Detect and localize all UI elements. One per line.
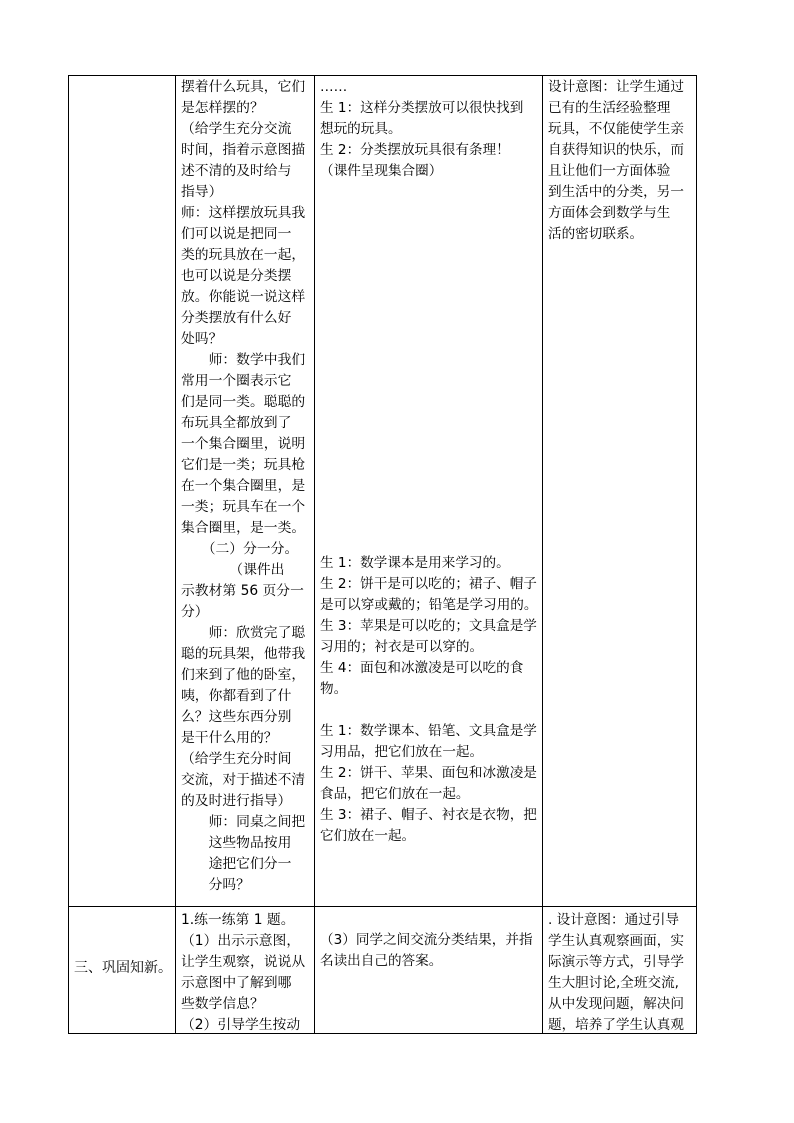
text-line: 生大胆讨论,全班交流, <box>548 975 679 991</box>
row1-student-activity-mid <box>320 553 538 700</box>
text-line: （课件出 <box>181 562 285 578</box>
text-line: 物。 <box>320 681 348 697</box>
text-line: 生 3：裙子、帽子、衬衣是衣物，把 <box>320 807 537 823</box>
text-line: 际演示等方式，引导学 <box>548 954 684 970</box>
text-line: 生 1：这样分类摆放可以很快找到 <box>320 100 524 116</box>
text-line: 的及时进行指导） <box>181 793 292 809</box>
text-line: 方面体会到数学与生 <box>548 205 671 221</box>
text-line: （二）分一分。 <box>181 541 299 557</box>
text-line: 食品，把它们放在一起。 <box>320 786 470 802</box>
text-line: 分） <box>181 604 209 620</box>
text-line: 从中发现问题，解决问 <box>548 996 684 1012</box>
text-line: 一类；玩具车在一个 <box>181 499 306 515</box>
text-line: 生 2：饼干、苹果、面包和冰激凌是 <box>320 765 537 781</box>
text-line: …… <box>320 79 348 95</box>
row1-teacher-activity <box>181 77 305 896</box>
text-line: 时间，指着示意图描 <box>181 142 306 158</box>
text-line: 们可以说是把同一 <box>181 226 292 242</box>
text-line: 示意图中了解到哪 <box>181 975 292 991</box>
text-line: 生 3：苹果是可以吃的；文具盒是学 <box>320 618 537 634</box>
text-line: 这些物品按用 <box>181 835 292 851</box>
row-divider <box>68 906 697 907</box>
text-line: 1.练一练第 1 题。 <box>181 912 295 928</box>
text-line: （2）引导学生按动 <box>181 1017 301 1033</box>
text-line: 活的密切联系。 <box>548 226 644 242</box>
text-line: 指导） <box>181 184 223 200</box>
text-line: . 设计意图：通过引导 <box>548 912 679 928</box>
table-divider-2 <box>314 75 315 1034</box>
text-line: 些数学信息？ <box>181 996 264 1012</box>
text-line: 是干什么用的？ <box>181 730 278 746</box>
text-line: 放。你能说一说这样 <box>181 289 306 305</box>
text-line: 们是同一类。聪聪的 <box>181 394 306 410</box>
text-line: 是怎样摆的？ <box>181 100 264 116</box>
text-line: 想玩的玩具。 <box>320 121 402 137</box>
text-line: 也可以说是分类摆 <box>181 268 292 284</box>
text-line: 师：数学中我们 <box>181 352 306 368</box>
row1-design-intent <box>548 77 684 245</box>
text-line: 常用一个圈表示它 <box>181 373 292 389</box>
text-line: （1）出示示意图， <box>181 933 301 949</box>
text-line: 生 4：面包和冰激凌是可以吃的食 <box>320 660 524 676</box>
row1-student-activity-bottom <box>320 721 537 847</box>
text-line: 让学生观察，说说从 <box>181 954 306 970</box>
text-line: 且让他们一方面体验 <box>548 163 671 179</box>
text-line: 是可以穿或戴的；铅笔是学习用的。 <box>320 597 538 613</box>
text-line: 分类摆放有什么好 <box>181 310 292 326</box>
text-line: 么？这些东西分别 <box>181 709 292 725</box>
text-line: 它们放在一起。 <box>320 828 416 844</box>
text-line: 咦，你都看到了什 <box>181 688 292 704</box>
text-line: 聪的玩具架，他带我 <box>181 646 306 662</box>
text-line: 生 1：数学课本是用来学习的。 <box>320 555 510 571</box>
text-line: 习用的；衬衣是可以穿的。 <box>320 639 484 655</box>
row2-teacher-activity <box>181 910 305 1036</box>
text-line: 学生认真观察画面，实 <box>548 933 684 949</box>
text-line: 分吗？ <box>181 877 250 893</box>
text-line: 到生活中的分类，另一 <box>548 184 684 200</box>
text-line: 名读出自己的答案。 <box>320 953 443 969</box>
text-line: 类的玩具放在一起， <box>181 247 306 263</box>
text-line: 设计意图：让学生通过 <box>548 79 684 95</box>
text-line: 集合圈里，是一类。 <box>181 520 306 536</box>
text-line: 题，培养了学生认真观 <box>548 1017 684 1033</box>
text-line: 述不清的及时给与 <box>181 163 292 179</box>
row2-design-intent <box>548 910 684 1036</box>
text-line: 摆着什么玩具，它们 <box>181 79 306 95</box>
text-line: （给学生充分时间 <box>181 751 292 767</box>
text-line: 处吗？ <box>181 331 223 347</box>
text-line: 玩具，不仅能使学生亲 <box>548 121 684 137</box>
table-border-right <box>696 75 697 1034</box>
row2-section-title <box>74 958 172 979</box>
text-line: 师：这样摆放玩具我 <box>181 205 306 221</box>
text-line: 布玩具全都放到了 <box>181 415 292 431</box>
text-line: 习用品，把它们放在一起。 <box>320 744 484 760</box>
text-line: 已有的生活经验整理 <box>548 100 671 116</box>
section-title: 三、巩固知新。 <box>74 960 172 976</box>
table-divider-3 <box>542 75 543 1034</box>
text-line: 它们是一类；玩具枪 <box>181 457 306 473</box>
text-line: 在一个集合圈里，是 <box>181 478 306 494</box>
text-line: （课件呈现集合圈） <box>320 163 443 179</box>
table-border-top <box>68 75 697 76</box>
text-line: 途把它们分一 <box>181 856 292 872</box>
text-line: 生 2：分类摆放玩具很有条理！ <box>320 142 510 158</box>
row2-student-activity <box>320 930 533 972</box>
text-line: 生 1：数学课本、铅笔、文具盒是学 <box>320 723 537 739</box>
text-line: 师：欣赏完了聪 <box>181 625 306 641</box>
text-line: 示教材第 56 页分一 <box>181 583 304 599</box>
text-line: 自获得知识的快乐，而 <box>548 142 684 158</box>
text-line: 生 2：饼干是可以吃的；裙子、帽子 <box>320 576 537 592</box>
text-line: 一个集合圈里，说明 <box>181 436 306 452</box>
table-border-left <box>68 75 69 1034</box>
text-line: 交流，对于描述不清 <box>181 772 306 788</box>
row1-student-activity-top <box>320 77 523 182</box>
text-line: （3）同学之间交流分类结果，并指 <box>320 932 533 948</box>
text-line: 们来到了他的卧室， <box>181 667 306 683</box>
text-line: 师：同桌之间把 <box>181 814 306 830</box>
text-line: （给学生充分交流 <box>181 121 292 137</box>
table-divider-1 <box>175 75 176 1034</box>
